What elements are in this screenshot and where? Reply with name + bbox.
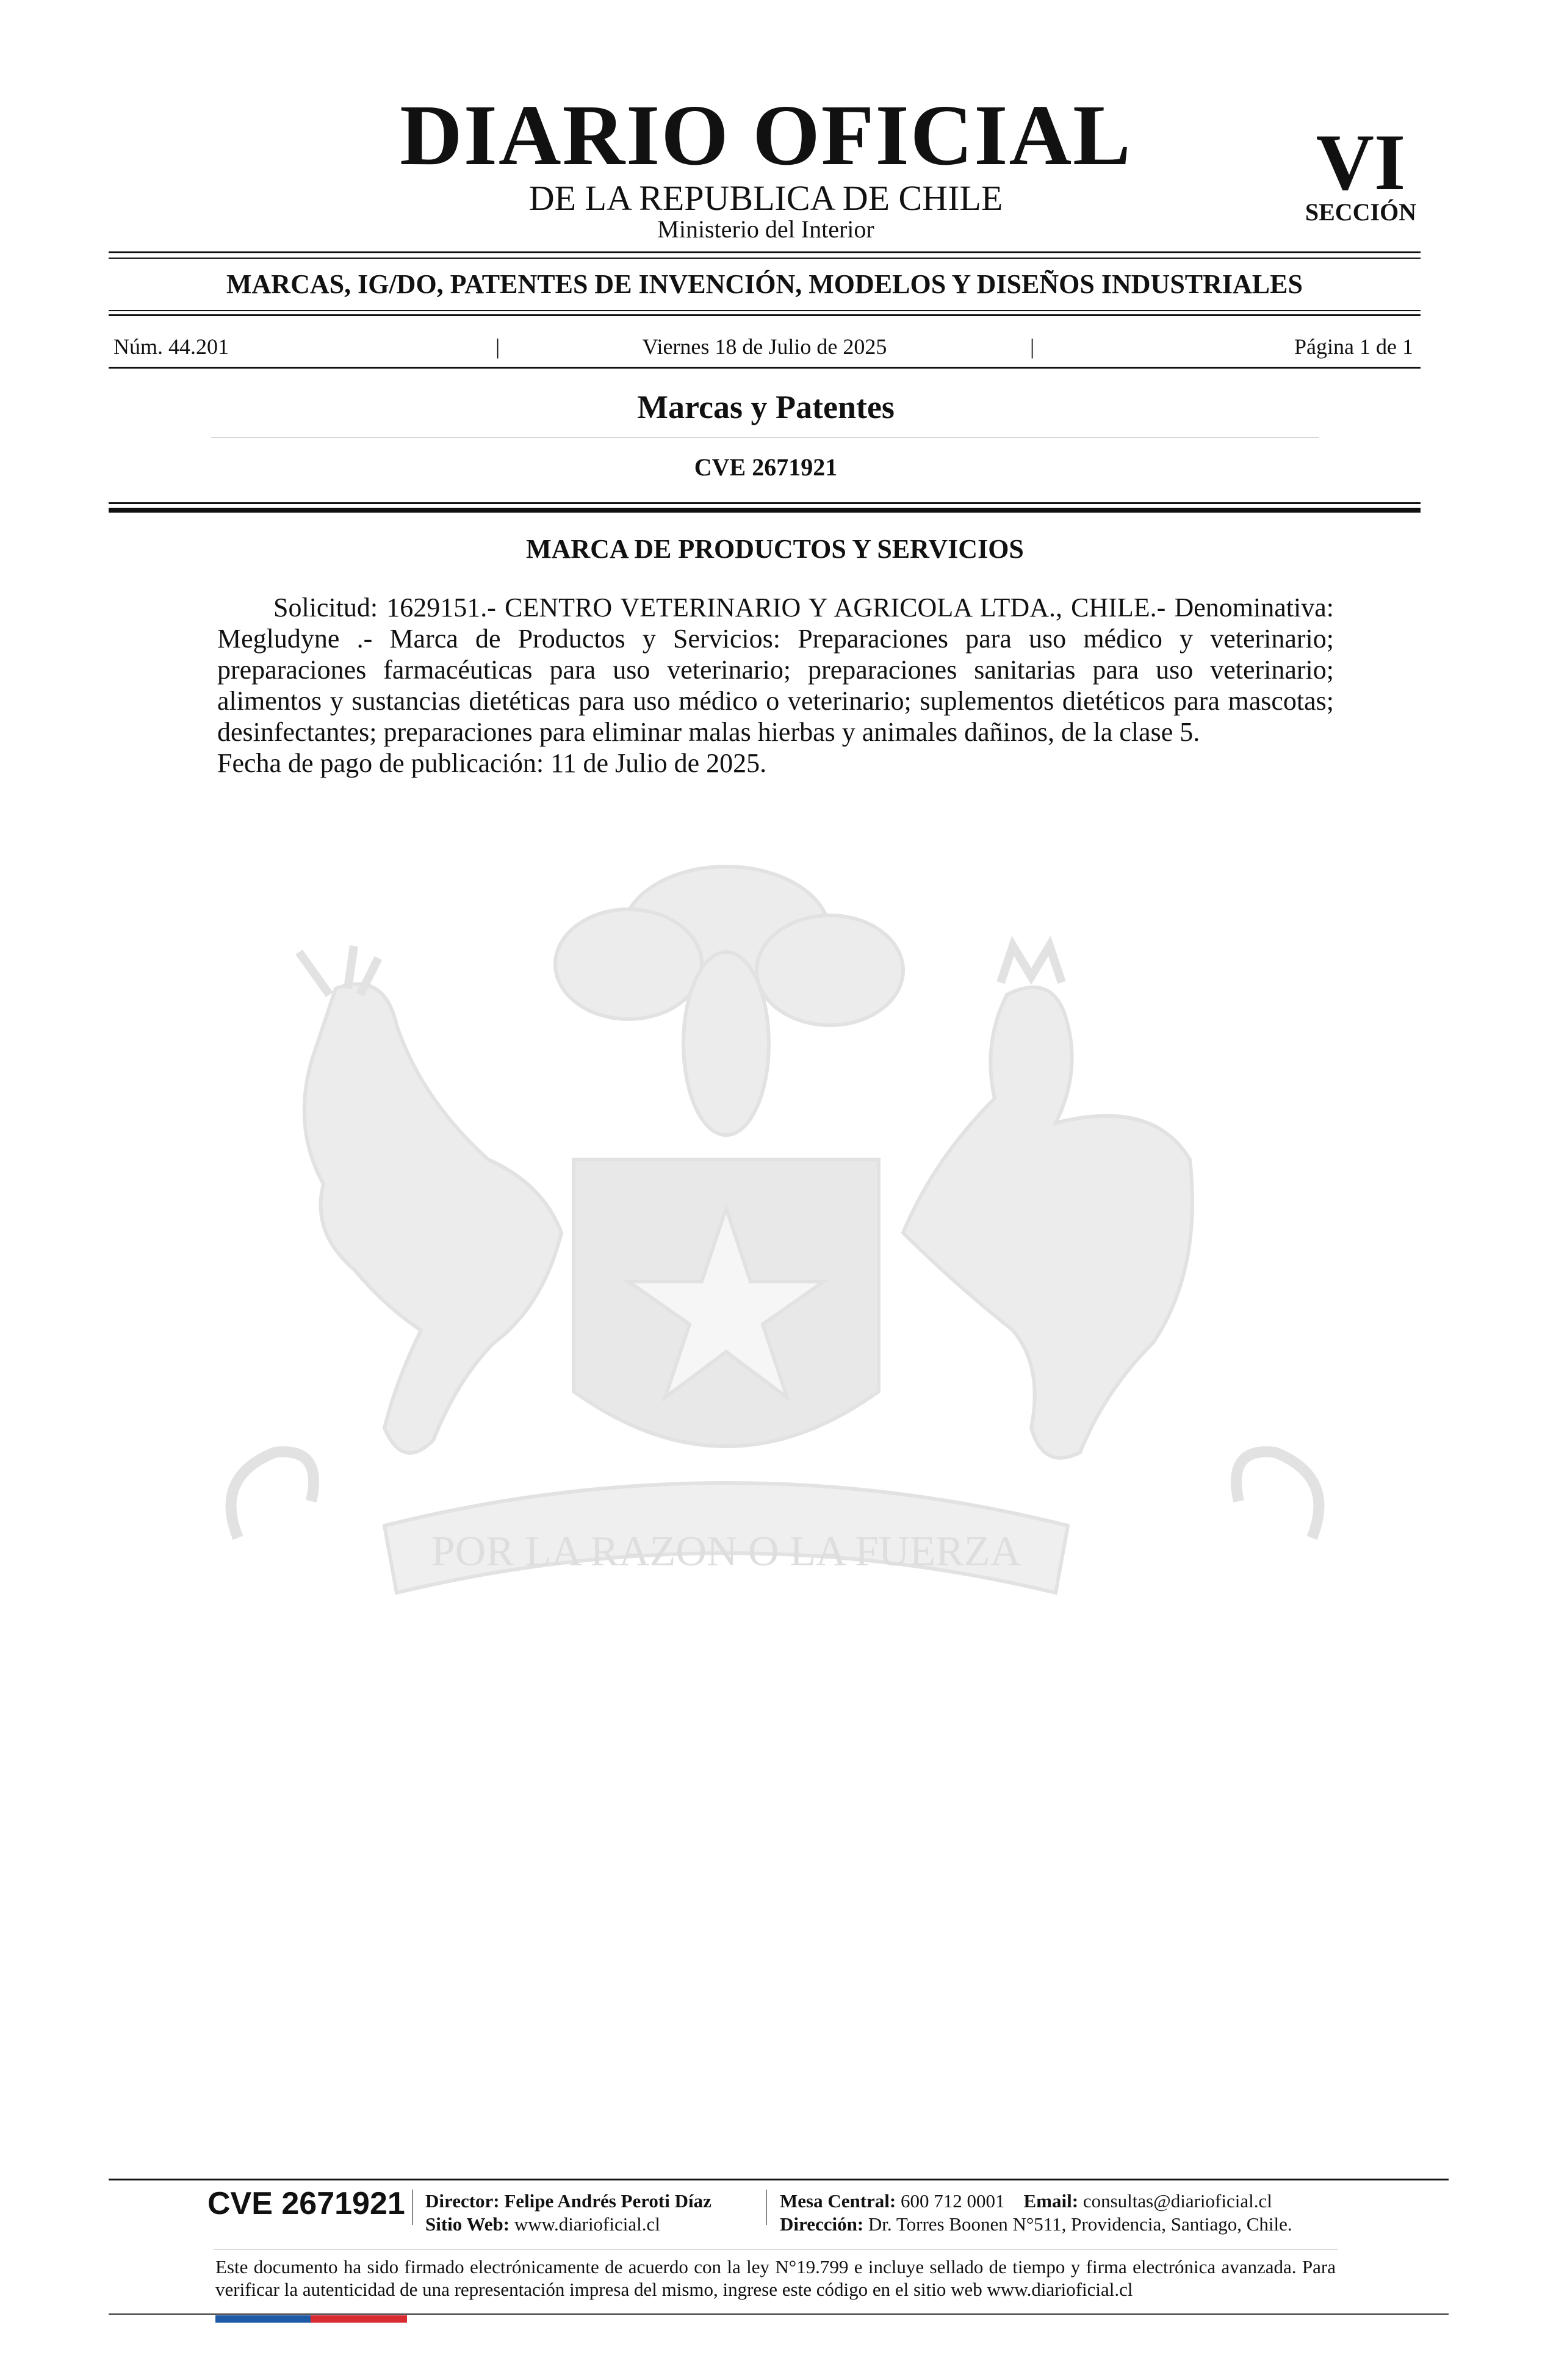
watermark-motto: POR LA RAZON O LA FUERZA (431, 1528, 1021, 1575)
phone-label: Mesa Central: (780, 2190, 896, 2212)
payment-date: Fecha de pago de publicación: 11 de Julio de 2025. (217, 748, 767, 778)
flag-stripe-blue (215, 2315, 311, 2323)
director-label: Director: (425, 2190, 500, 2212)
website-link[interactable]: www.diarioficial.cl (514, 2213, 660, 2235)
section-number: VI (1316, 117, 1406, 207)
header-rule-mid (109, 314, 1421, 316)
address-label: Dirección: (780, 2213, 864, 2235)
issue-page: Página 1 de 1 (1294, 334, 1413, 359)
newspaper-subtitle: DE LA REPUBLICA DE CHILE (528, 178, 1003, 218)
issue-separator-right: | (1030, 334, 1035, 359)
issue-info-row (109, 334, 1421, 359)
document-paragraph: Solicitud: 1629151.- CENTRO VETERINARIO Y AGRICOLA LTDA., CHILE.- Denominativa: Megludyne .- Marca de Productos y Servicios: Preparaciones para uso médico y veterinario; preparaciones farmacéuticas para uso veterinario; preparaciones sanitarias para uso veterinario; alimentos y sustancias dietéticas para uso médico o veterinario; suplementos dietéticos para mascotas; desinfectantes; preparaciones para eliminar malas hierbas y animales dañinos, de la clase 5. (217, 593, 1334, 747)
issue-date: Viernes 18 de Julio de 2025 (642, 334, 887, 359)
coat-of-arms-watermark-icon (201, 842, 1349, 1672)
header-rule-top-thin (109, 258, 1421, 259)
footer-rule-top (109, 2179, 1449, 2180)
address-text: Dr. Torres Boonen N°511, Providencia, Santiago, Chile. (868, 2213, 1292, 2235)
newspaper-title: DIARIO OFICIAL (400, 87, 1132, 183)
category-heading: MARCAS, IG/DO, PATENTES DE INVENCIÓN, MODELOS Y DISEÑOS INDUSTRIALES (226, 269, 1303, 299)
footer-director-block (425, 2190, 711, 2236)
footer-divider-2 (766, 2190, 767, 2225)
document-heading: MARCA DE PRODUCTOS Y SERVICIOS (526, 534, 1024, 564)
cve-code: CVE 2671921 (694, 453, 838, 481)
issue-number: Núm. 44.201 (113, 334, 229, 359)
footer-rule-bottom (109, 2313, 1449, 2315)
footer-cve-code: CVE 2671921 (207, 2186, 405, 2221)
footer-contact-block (780, 2190, 1292, 2236)
phone-number: 600 712 0001 (901, 2190, 1005, 2212)
issue-separator-left: | (495, 334, 500, 359)
section-title: Marcas y Patentes (637, 389, 895, 425)
website-label: Sitio Web: (425, 2213, 510, 2235)
flag-stripe-red (311, 2315, 407, 2323)
footer-legal-notice: Este documento ha sido firmado electrónicamente de acuerdo con la ley N°19.799 e incluye sellado de tiempo y firma electrónica avanzada. Para verificar la autenticidad de una representación impresa del mismo, ingrese este código en el sitio web www.diarioficial.cl (215, 2256, 1336, 2300)
email-link[interactable]: consultas@diarioficial.cl (1082, 2190, 1272, 2212)
email-label: Email: (1023, 2190, 1079, 2212)
ministry-label: Ministerio del Interior (657, 215, 874, 243)
section-title-divider (211, 437, 1319, 438)
document-body (217, 592, 1334, 779)
content-rule-thick (109, 508, 1421, 513)
section-label: SECCIÓN (1305, 198, 1417, 226)
content-rule-thin (109, 502, 1421, 504)
issue-rule-bottom (109, 367, 1421, 369)
header-rule-top (109, 251, 1421, 253)
header-rule-mid-thin (109, 310, 1421, 311)
director-name: Felipe Andrés Peroti Díaz (504, 2190, 711, 2212)
footer-divider-1 (412, 2190, 413, 2225)
